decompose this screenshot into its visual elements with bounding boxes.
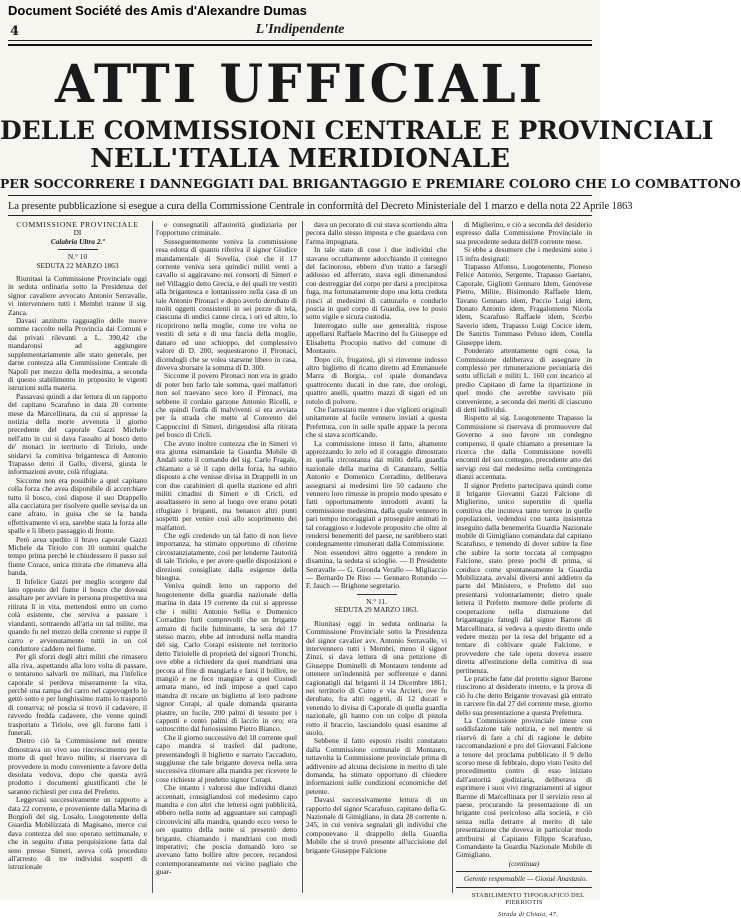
paragraph: Davasi successivamente lettura di un rapporto del signor Scarafuso, capitano della G. Nazionale di Gimigliano, in data 28 corrente n. 245, in cui veniva segnalati gli individui che componevano il drappello della Guardia Mobile che si trovò presente all'uccisione del brigante Giuseppe Falcione (306, 795, 447, 855)
paragraph: Che egli credendo un tal fatto di non lieve importanza, ha stimato opportuno di riferirne circostanziatamente, così per lenderne l'autorità di tale Tiriolo, e per avere quelle disposizioni e direzioni consigliate dalla esigenze della bisogna. (156, 531, 297, 583)
paragraph: Che il giorno successivo del 18 corrente quel capo mandra si trasferì dal padrone, presentandogli il biglietto e narrato l'accaduto, suggiunse che tale brigante doveva nella sera successiva ritornare alla mandra per ricevere le cose richieste al predetto signor Corapi. (156, 732, 297, 784)
document-header: Document Société des Amis d'Alexandre Dumas (8, 3, 307, 18)
column-4 (456, 220, 592, 918)
paragraph: La commissione inteso il fatto, altamente apprezzando lo zelo ed il coraggio dimostrato in quella circostanza dai militi della guardia nazionale della marina di Catanzaro, Sellia Antonio e Domenico Corradino, deliberava assegnarsi ai medesimi lire 50 cadauno che vennero loro rimesse in proprio modo spesato e fatti opportunamente introdotti avanti la commissione medesima, dalla quale vennero in pari tempo incoraggiati a proseguire animati in tal coraggioso e lodevole proposito che oltre al rendersi benemeriti del paese, ne sarebbero stati condegnamente rimunerati dalla Commissione. (306, 438, 447, 549)
paragraph: Il Infelice Gazzi per meglio scorgere dal lato opposto del fiume il bosco che doveasi assaltare per avviare in persona prospettiva sua ritirata lì in vita, mettendosi entro un corno colà esistente, che serviva a passare i viandanti, sottraendo all'aria un tal milite, ma quando fu nel mezzo della corrente si ruppe il carro e avvenutamente tuttii in un col conduttore caddero nel fiume. (8, 576, 147, 653)
paragraph: Le pratiche fatte dal protetto signor Barone riuscirono al desiderato intento, e la prova di ciò fu che detto Brigante trovavasi già entrato in carcere fin dal 27 del corrente mese, giorno dello sua presentazione a questa Prefettura. (456, 673, 592, 717)
session-date: SEDUTA 29 MARZO 1863. (334, 605, 419, 615)
printer-address: Strada di Chiaia, 47. (497, 910, 559, 918)
paragraph: Leggevasi successivamente un rapporto a data 22 corrente, e proveniente dalla Marina di Borgioli del sig. Losalo, Luogotenente della Guardia Mobilizzata di Magisano, merce cui dava contezza del suo operato settimanale, e che in seguito d'una perquisizione fatta dal seno presso Simeri, aveva colà proceduto all'arresto di tre individui sospetti di istruzionale (8, 795, 147, 872)
continua-note: (continua) (508, 858, 540, 868)
paragraph: Interrogato sulle sue generalità, rispose appellarsi Raffaele Macrino del fu Giuseppe ed Elisabetta Procopio nativo del comune di Montauro. (306, 320, 447, 356)
paragraph: Ponderato attentamente ogni cosa, la Commissione deliberava di assegnare in complesso per rimunerazione pecuniaria dei sotto ufficiali e militi L. 160 con incarico al predio Capitano di farne la ripartizione in quel modo che avrebbe ravvisato più conveniente, a seconda dei meriti di ciascuno di detti individui. (456, 346, 592, 414)
paragraph: Però avea spedito il bravo caporale Gazzi Michele da Tiriolo con 10 uomini qualche tempo prima perchè le chiudessero il passo sul fiume Corace, unica ritirata che rimaneva alla banda. (8, 534, 147, 578)
paragraph: Passavasi quindi a dar lettura di un rapporto del capitano Scarafuso in data 20 corrente mese da Marcellinara, da cui si appresse la notizia della morte avvenuta il giorno precedente del caporale Gazzi Michele nell'atto in cui si dava l'assalto al bosco detto de' monaci in territorio di Tiriolo, onde snidarvi la comitiva brigantesca di Antonio Trapasso detto il Gallo, diversi, giusta le informazioni avute, colà rifugiata. (8, 391, 147, 477)
paragraph: Non essendovi altro oggetto a rendere in disamina, la seduta si scioglie. — Il Presidente Serravalle — G. Gironda Verallo — Migliaccio — Bernardo De Riso — Gennaro Rotundo — F. Jauch — Brighone segretario. (306, 547, 447, 591)
paragraph: In tale stato di cose i due individui che stavano occultamente adocchiando il contegno del facinoroso, ebbero d'un tratto a farsegli addosso ed afferrato, stava egli dimenandosi con destreggiar del corpo per darsi a precipitosa fuga, ma fortunatamente dopo una lotta creduta riusci al medesimi di catturarlo e condurlo poscia in quel corpo di Guardia, ove lo posto sotto vigile e sicura custodia. (306, 245, 447, 322)
column-divider (452, 221, 453, 893)
paragraph: Che avuto inoltre contezza che in Simeri vi era giunta esimandaie la Guardia Mobile di Andali sotto il comando del sig. Carlo Fragale, chiamato a sè il capo della forza, ha subito disposto a che venisse divisa in Drappelli in un con due carabinieri di quella stazione ed altri militi cittadini di Simeri e di Cricli, ed assaltassero in seno al luogo ove erano potati rifugiare i briganti, ma benanco altri punti sospetti per venire così allo scoprimento dei malfattori. (156, 438, 297, 532)
paragraph: Siccome il povero Pironaci non era in grado di poter ben farlo tale somma, quei malfattori non sol traevano seco loro il Pironaci, ma sebbene il cordaio garzone Antonio Ricelli, e che quindi l'orda di malviventi si era avviata per la strada che mette al Convento dei Cappuccini di Simeri, dirigendosi alla ritirata pel bosco di Cricli. (156, 371, 297, 440)
paragraph: Davasi anzitutto ragguaglio delle nuove somme raccolte nella Provincia dai Comuni e dai privati rilevanti a L. 390,42 che mandaronsi ad aggiungere supplementariamente alle stato generale, per darne contezza alla Commissione Centrale di Napoli per mezzo della medesima, a seconda di questo stabilimento in proposito le vigenti istruzioni sulla materia. (8, 316, 147, 393)
paragraph: Che intanto i valorosi due individui dianzi accennati, consigliandosi col medesimo capo mandra e con altri che lettersi ogni pubblicità, ebbero nella notte ad agguantare sui campagli circonvicini alla mandra, quando ecco verso le ore quattro della notte si presentò detto brigante, chiamando i mandriani con modi imperativi; che poscia domandò loro se avevano fatto bollire altre pecore, recandosi contemporaneamente nei vicino pagliaio che guar- (156, 783, 297, 877)
page-number: 4 (10, 24, 20, 39)
paragraph: Rispetto al sig. Luogotenente Trapasso la Commissione si riservava di promuovere dal Governo a suo favore un condegno compenso, il quale chiamato a presentare la ricerca che dalla Commissione novelli encomii del suo contegno, precedente atto dei servigi resi dal medesimo nella contingenza dianzi accennata. (456, 413, 592, 482)
title-line-italia: NELL'ITALIA MERIDIONALE (90, 144, 510, 174)
title-line-commissioni: DELLE COMMISSIONI CENTRALE E PROVINCIALI (0, 116, 714, 145)
paragraph: Susseguentemente veniva la commissione resa edotta di quanto riferiva il signor Giudice mandamentale di Sovelia, cioè che il 17 corrente veniva sera quindici militi venti a cavallo si aggiravano nei consorti di Simeri e nel Villaggio detto Grecia, e dei quali tre vestiti alla brigantesca e lontanissero nella casa di un tale Antonio Pironaci e dopo averlo derubato di molti oggetti consistenti in sei pezze di tela, ciascuna di undici canne circa, i ori ed altro, lo ricoprirono nella moglie, come tre volta ne vestiti di seta e di una fascia della moglie, danaro ed uno schioppo, del complessivo valore di D. 200, sequestrarono il Pironaci, dicendogli che se volea starsene libero in casa, doveva sborsare la somma di D. 300. (156, 236, 297, 372)
paragraph: di Miglierino, e ciò a seconda del desiderio espresso dalla Commissione Provinciale in sua precedente seduta dell'8 corrente mese. (456, 220, 592, 246)
paragraph: Riunitasi la Commissione Provinciale oggi in seduta ordinaria sotto la Presidenza del signor cavaliere avvocato Antonio Serravalle, vi intervennero tutti i Membri tranne il sig. Zanca. (8, 274, 147, 317)
responsible-signature: Gerente responsabile — Giosuè Anastasio. (464, 875, 588, 884)
section-heading: COMMISSIONE PROVINCIALE (16, 220, 139, 229)
paragraph: Dopo ciò, frugatosi, gli si rinvenne indosso altro biglietto di ricatto diretto ad Emmanuele Marra di Borgia, col quale domandava quattrocento ducati in due rate, due orologi, quattro anelli, quattro mazzi di sigari ed un rotolo di polvere. (306, 354, 447, 406)
title-rule (8, 195, 592, 196)
publication-notice: La presente pubblicazione si esegue a cura della Commissione Centrale in conformità del Decreto Ministeriale del 1 marzo e della nota 22 Aprile 1863 (8, 201, 633, 212)
column-divider (152, 221, 153, 893)
paragraph: Per gli sforzi degli altri militi che rimasero alla riva, aspettando alla loro volta di passare, o tentarono salvarli tre militari, ma l'infelice caporale si perdeva miseramente la vita, perchè una rampa del carro nel capovogerlo lo gettò sotto e per lunghissimo tratto lo trasportò di conserva; nè poscia si trovò il cadavere, il ravvedo fredda cadavere, che venne quindi trasportato a Tiriolo, ove gli furono fatti i funerali. (8, 652, 147, 737)
notice-rule (8, 215, 592, 216)
printer-imprint: STABILIMENTO TIPOGRAFICO DEL PIERRIOTIS (471, 891, 585, 907)
article-columns (8, 220, 592, 918)
paragraph: La Commissione provinciale intese con soddisfazione tale notizia, e nel mentre si riservò di fare a chi di ragione le debite raccomandazioni e pro del Giovanni Falcione a tenore del proclama pubblicato il 9 dello scorso mese di febbraio, dopo visto l'esito del procedimento contro di esso iniziato dall'autorità giudiziaria, deliberava di esprimere i suoi vivi ringraziamenti al signor Barone di Marcellinara per il servizio reso al paese, procurando la presentazione di un brigante così pericoloso alla società, e ciò senza nulla detrarre al merito di tale presentazione che doveva in particolar modo attribuirsi al Capitano Filippo Scarafuso, Comandante la Guardia Nazionale Mobile di Gimigliano. (456, 715, 592, 860)
paragraph: Siccome non era possibile a quel capitano colla forza che avea disponibile di accerchiare tutto il bosco, così dispose il suo Drappello alla cacciatura per risolvere quelle sevisa da un cane afrato, in guisa che se la banda effettivamente vi era, sarebbe stata la forza alle spalle e li libero passaggio di fronte. (8, 475, 147, 536)
column-2 (156, 221, 297, 893)
session-number: N.° 10 (67, 252, 88, 262)
paragraph: Si ebbe a desumere che i medesimi sono i 15 infra designati: (456, 245, 592, 263)
column-3 (306, 221, 447, 893)
heading-rule (58, 249, 98, 250)
section-heading-di: DI (73, 228, 82, 238)
paragraph: Riunitasi oggi in seduta ordinaria la Commissione Provinciale sotto la Presidenza del signor cavalier avv. Antonio Serravalle, vi intervennero tutti i Membri, meno il signor Zinzi, si dava lettura di una petizione di Giuseppe Dominelli di Montauro tendente ad ottenere un'indennità per sofferenze e danni cagionatigli dai briganti il 14 Dicembre 1861, nei territorio di Cutro e via Arcieri, ove fu derubato, fra altri oggetti, di 12 ducati e venendo lo divisa di Caporale di quella guardia nazionale, gli hanno con un colpo di pistola rotto il braccio, lasciandolo quasi esanime al suolo. (306, 618, 447, 737)
column-divider (302, 221, 303, 893)
title-line-purpose: PER SOCCORRERE I DANNEGGIATI DAL BRIGANTAGGIO E PREMIARE COLORO CHE LO COMBATTONO (0, 176, 741, 191)
paragraph: Trapasso Alfonso, Luogotenente, Pioneso Felice Antonio, Sergente, Trapasso Gaetano, Caporale, Gigliotti Gennaro Idem, Genovese Pietro, Milite, Bisimondo Raffaele Idem, Tavano Gennaro idem, Puccio Luigi idem, Donato Antonio idem, Fragalomeno Nicola idem, Scarafuso Raffaele idem, Scerbo Saverio idem, Trapasso Luigi Cocice idem, De Sanctis Tommaso Peluso idem, Cotella Giuseppe idem. (456, 262, 592, 347)
paragraph: Sebbene il fatto esposto risulti constatato dalla Commissione comunale di Montauro, tuttavolta la Commissione provinciale prima di addivenire ad alcuna decisione in merito di tale domanda, ha stimato opportuno di chiedere informazioni sulle condizioni economiche del petente. (306, 736, 447, 796)
session-date: SEDUTA 22 MARZO 1863 (36, 260, 119, 270)
footer-rule (456, 871, 592, 872)
masthead-rule (8, 40, 592, 41)
footer-rule (456, 887, 592, 888)
main-title: ATTI UFFICIALI (55, 52, 545, 115)
paragraph: Che l'arrestato mentre i due vigliotti originali unitamente al fucile vennero inviati a questa Prefettura, con in sulle spalle appare la pecora che si stava scorticando. (306, 404, 447, 440)
paragraph: Il signor Prefetto partecipava quindi come il brigante Giovanni Gazzi Falcione di Miglierino, unico superstite di quella comitiva che incuteva tanto terrore in quelle popolazioni, vedendosi con tanta insistenza inseguito dalla benemerita Guardia Nazionale mobile di Gimigliano comandata dal capitano Scarafuso, e temendo di dover subire la fine che subire la sorte toccata al compagno Falcione, stato preso pochi dì prima, si conduce come spontaneamente la Guardia Mobilizzata, avvalsi diversi anni addietro da parte del Ministero, e Prefetto del suo presentarsi volontariamente; dietro quale lettera il Prefetto memore delle proferte di cooperazione nella distruzione del brigantaggio fattegli dal signor Barone di Marcellinara, si vedeva a questo diretto onde vedere mezzo per la resa del brigante ed a tentare di coltivare quale Falcione, e provvedere che tale opera doveva essere diretta all'estinzione della comitiva di sua pertinenza. (456, 480, 592, 675)
column-1 (8, 221, 147, 893)
section-province: Calabria Ultra 2.ª (50, 236, 105, 246)
section-rule (357, 594, 397, 595)
paragraph: Dietro ciò la Commissione nel mentre dimostrava un vivo suo rincrescimento per la morte di quel bravo milite, si riservava di provvedere in modo conveniente a favore della desolata vedova, dopo che questa avrà prodotto i documenti giustificanti che le saranno richiesti per cura del Prefetto. (8, 736, 147, 796)
newspaper-name: L'Indipendente (255, 22, 345, 37)
paragraph: Veniva quindi letto un rapporto del luogotenente della guardia nazionale della marina in data 19 corrente da cui si appresse che i militi Antonio Sellia e Domenico Corradino furti comprevolti che un brigante armato di fucile fulminante, la sera del 17 stesso marzo, ebbe ad introdursi nella mandra del sig. Carlo Corapi esistente nel territorio detto Tiriolelle di proprietà dei signori Tronchi, ove ebbe a richiedere da quei mandriani una pecora al fine di mangiarla e farsi il bollire, ne mangiò e ne fece mangiare a quei Custodi armata mano, ed indi impose a quel capo mandra di recare un biglietto al loro padrone signor Corapi, al quale domanda quaranta piastre, un fucile, 200 palmi di tessuto per i cappotti e cento palmi di laccio in oro; era sottoscritto dal furiosissimo Pietro Bianco. (156, 581, 297, 734)
masthead-rule-thick (8, 44, 592, 46)
paragraph: e consegnatili all'autorità giudiziaria per l'opportuno criminale. (156, 220, 297, 238)
paragraph: dava un pecorato di cui stava scortiendo altra pecora dallo stesso imposta e che guardava con l'arma impugnata. (306, 220, 447, 246)
session-number: N.° 11. (366, 596, 387, 606)
